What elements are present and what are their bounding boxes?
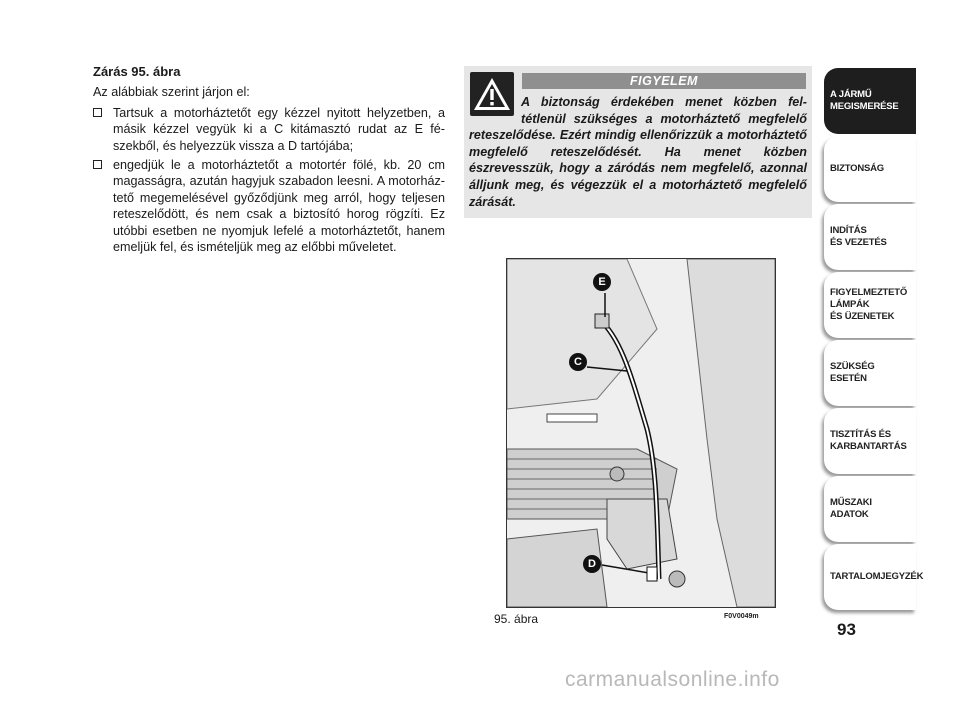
page-number: 93 [837, 620, 856, 639]
chapter-tab[interactable] [824, 272, 916, 338]
chapter-tab-label [830, 340, 875, 406]
chapter-tab-line: BIZTONSÁG [830, 163, 884, 174]
chapter-tab-label [830, 408, 907, 474]
chapter-tab-line: ESETÉN [830, 373, 867, 384]
bullet-text: engedjük le a motorháztetőt a motortér fölé, kb. 20 cm magasságra, azután hagyjuk szabadon leesni. A motorháztető megemelésével győződjünk meg arról, hogy teljesen reteszelődött, és nem csak a biztosító horog rögzíti. Ez utóbbi esetben ne nyomjuk lefelé a motorháztetőt, hanem emeljük fel, és ismételjük meg az előbbi műveletet. [113, 158, 445, 255]
chapter-tab-label [830, 68, 899, 134]
chapter-tab-line: MŰSZAKI [830, 497, 872, 508]
chapter-tab-line: ADATOK [830, 509, 869, 520]
hood-latch-figure [506, 258, 776, 608]
intro-text: Az alábbiak szerint járjon el: [93, 85, 250, 100]
label-e-badge: E [593, 273, 611, 291]
warning-box [464, 66, 812, 218]
chapter-tab[interactable] [824, 204, 916, 270]
bullet-item [93, 105, 445, 154]
chapter-tab-label [830, 272, 907, 338]
body-text [93, 64, 445, 258]
chapter-tab-line: INDÍTÁS [830, 225, 867, 236]
chapter-tab[interactable] [824, 136, 916, 202]
chapter-tab-line: A JÁRMŰ [830, 89, 872, 100]
chapter-tab-line: ÉS ÜZENETEK [830, 311, 895, 322]
checkbox-bullet-icon [93, 108, 102, 117]
chapter-tab-line: TISZTÍTÁS ÉS [830, 429, 891, 440]
chapter-tab[interactable] [824, 340, 916, 406]
watermark-text: carmanualsonline.info [565, 668, 780, 691]
chapter-tab[interactable] [824, 476, 916, 542]
bullet-text: Tartsuk a motorháztetőt egy kézzel nyitott helyzetben, a másik kézzel vegyük ki a C kitámasztó rudat az E fészekből, és helyezzük vissza a D tartójába; [113, 105, 445, 153]
label-c-badge: C [569, 353, 587, 371]
figure-caption: 95. ábra [494, 612, 539, 626]
chapter-tab-label [830, 544, 923, 610]
chapter-tab[interactable] [824, 544, 924, 610]
bullet-item [93, 157, 445, 255]
chapter-tab-label [830, 476, 872, 542]
checkbox-bullet-icon [93, 160, 102, 169]
warning-text: A biztonság érdekében menet közben feltétlenül szükséges a motorháztető megfelelő reteszelődése. Ezért mindig ellenőrizzük a motorháztető megfelelő reteszelődését. Ha menet közben észrevesszük, hogy a záródás nem megfelelő, azonnal álljunk meg, és végezzük el a motorháztető megfelelő zárását. [469, 95, 807, 209]
chapter-tab-line: ÉS VEZETÉS [830, 237, 887, 248]
chapter-tab-line: SZÜKSÉG [830, 361, 875, 372]
chapter-tabs [824, 68, 924, 612]
section-heading: Zárás 95. ábra [93, 64, 181, 79]
chapter-tab-label [830, 204, 887, 270]
chapter-tab-line: TARTALOMJEGYZÉK [830, 571, 924, 582]
chapter-tab[interactable] [824, 408, 916, 474]
chapter-tab-label [830, 136, 884, 202]
chapter-tab-line: KARBANTARTÁS [830, 441, 907, 452]
chapter-tab-line: FIGYELMEZTETŐ [830, 287, 908, 298]
warning-text-block [469, 94, 807, 210]
chapter-tab-line: LÁMPÁK [830, 299, 870, 310]
label-d-badge: D [583, 555, 601, 573]
figure-code: F0V0049m [724, 613, 759, 620]
chapter-tab[interactable] [824, 68, 916, 134]
chapter-tab-line: MEGISMERÉSE [830, 101, 899, 112]
warning-title: FIGYELEM [522, 73, 806, 89]
